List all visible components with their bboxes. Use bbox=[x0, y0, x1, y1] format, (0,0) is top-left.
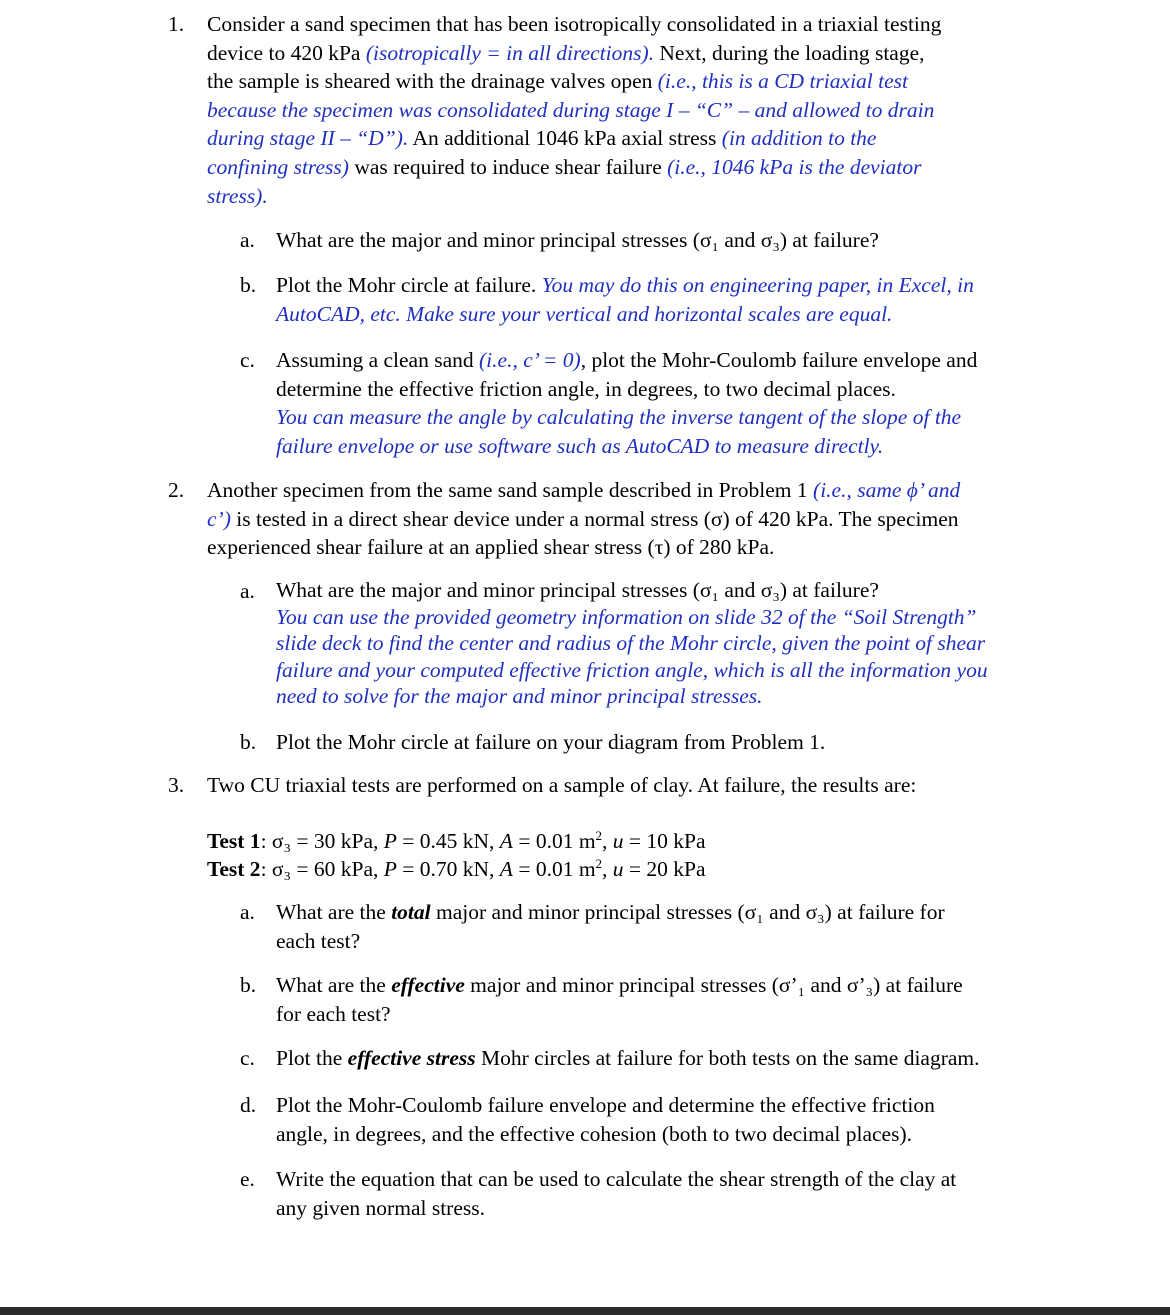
text-run: Another specimen from the same sand sample described in Problem 1 bbox=[207, 478, 814, 502]
problem-3-line: Two CU triaxial tests are performed on a sample of clay. At failure, the results are: bbox=[207, 773, 917, 797]
problem-2-line bbox=[207, 476, 1037, 505]
problem-3c-text bbox=[276, 1044, 1046, 1073]
text-run: A bbox=[499, 829, 513, 853]
problem-1c-line: determine the effective friction angle, in degrees, to two decimal places. bbox=[276, 376, 896, 401]
text-run: u bbox=[612, 856, 624, 881]
problem-2a-line: need to solve for the major and minor principal stresses. bbox=[276, 684, 763, 708]
problem-3-text bbox=[207, 771, 1037, 800]
text-run: Plot the bbox=[276, 1046, 348, 1070]
problem-1-line bbox=[207, 39, 1037, 68]
text-run: = 20 kPa bbox=[623, 856, 706, 881]
test-1-line bbox=[207, 828, 1037, 856]
problem-3a-line: each test? bbox=[276, 928, 361, 953]
text-run: Next, during the loading stage, bbox=[654, 40, 925, 65]
problem-1a-text bbox=[276, 226, 1046, 255]
note-run: (i.e., 1046 kPa is the deviator bbox=[667, 154, 922, 179]
text-run: device to 420 kPa bbox=[207, 40, 366, 65]
problem-1-line: because the specimen was consolidated during stage I – “C” – and allowed to drain bbox=[207, 97, 935, 122]
note-run: (i.e., c’ = 0) bbox=[479, 348, 581, 372]
problem-1-line: Consider a sand specimen that has been isotropically consolidated in a triaxial testing bbox=[207, 12, 942, 36]
problem-1-line: stress). bbox=[207, 183, 268, 208]
problem-1c-line bbox=[276, 346, 1046, 375]
text-run: What are the bbox=[276, 900, 392, 924]
note-run: c’) bbox=[207, 506, 231, 531]
problem-1c-line: You can measure the angle by calculating the inverse tangent of the slope of the bbox=[276, 405, 962, 430]
problem-3d-line: Plot the Mohr-Coulomb failure envelope and determine the effective friction bbox=[276, 1093, 935, 1117]
problem-3d-line: angle, in degrees, and the effective cohesion (both to two decimal places). bbox=[276, 1121, 913, 1146]
text-run: P bbox=[383, 829, 397, 853]
problem-1b-line bbox=[276, 271, 1046, 300]
text-run: major and minor principal stresses (σ₁ and σ₃) at failure for bbox=[430, 900, 945, 924]
text-run: u bbox=[612, 829, 624, 853]
note-run: You may do this on engineering paper, in Excel, in bbox=[541, 273, 974, 297]
problem-3e-letter: e. bbox=[240, 1167, 255, 1191]
problem-1b-text bbox=[276, 271, 1046, 328]
text-run: : σ₃ = 60 kPa, bbox=[260, 856, 384, 881]
problem-3e-line: Write the equation that can be used to calculate the shear strength of the clay at bbox=[276, 1167, 957, 1191]
problem-1a-letter: a. bbox=[240, 228, 255, 252]
problem-2a-text bbox=[276, 577, 1046, 710]
note-run: during stage II – “D”). bbox=[207, 126, 409, 151]
problem-1a-line: What are the major and minor principal stresses (σ₁ and σ₃) at failure? bbox=[276, 228, 879, 252]
emphasis-run: effective bbox=[391, 973, 465, 997]
problem-3b-letter: b. bbox=[240, 973, 257, 997]
problem-2a-line: slide deck to find the center and radius of the Mohr circle, given the point of shear bbox=[276, 631, 986, 655]
problem-2-line bbox=[207, 505, 1037, 534]
text-run: = 0.45 kN, bbox=[396, 829, 500, 853]
text-run: P bbox=[383, 856, 397, 881]
problem-1-line bbox=[207, 67, 1037, 96]
problem-1b-letter: b. bbox=[240, 273, 257, 297]
test-label: Test 1 bbox=[207, 829, 261, 853]
note-run: confining stress) bbox=[207, 154, 349, 179]
problem-1c-text bbox=[276, 346, 1046, 460]
problem-3b-line bbox=[276, 971, 1046, 1000]
problem-2-line: experienced shear failure at an applied shear stress (τ) of 280 kPa. bbox=[207, 535, 775, 560]
text-run: major and minor principal stresses (σ’₁ and σ’₃) at failure bbox=[464, 973, 963, 997]
superscript: 2 bbox=[595, 855, 603, 871]
text-run: , plot the Mohr-Coulomb failure envelope and bbox=[580, 348, 978, 372]
problem-1b-line: AutoCAD, etc. Make sure your vertical and horizontal scales are equal. bbox=[276, 301, 893, 326]
problem-3a-line bbox=[276, 898, 1046, 927]
text-run: = 0.01 m bbox=[512, 829, 596, 853]
problem-3c-letter: c. bbox=[240, 1046, 255, 1070]
problem-3-number: 3. bbox=[168, 773, 185, 797]
emphasis-run: effective stress bbox=[347, 1046, 476, 1070]
problem-2-number: 2. bbox=[168, 478, 185, 502]
text-run: was required to induce shear failure bbox=[348, 154, 668, 179]
bottom-bar bbox=[0, 1307, 1170, 1315]
note-run: (i.e., this is a CD triaxial test bbox=[657, 69, 908, 94]
problem-2b-text bbox=[276, 728, 1046, 757]
problem-1-line bbox=[207, 124, 1037, 153]
emphasis-run: total bbox=[391, 900, 431, 924]
problem-3c-line bbox=[276, 1044, 1046, 1073]
note-run: (in addition to the bbox=[721, 126, 877, 151]
text-run: , bbox=[602, 829, 613, 853]
note-run: (isotropically = in all directions). bbox=[365, 40, 655, 65]
text-run: , bbox=[602, 856, 613, 881]
text-run: the sample is sheared with the drainage valves open bbox=[207, 69, 658, 94]
test-label: Test 2 bbox=[207, 856, 261, 881]
text-run: Plot the Mohr circle at failure. bbox=[276, 273, 542, 297]
text-run: = 10 kPa bbox=[623, 829, 706, 853]
problem-2b-letter: b. bbox=[240, 730, 257, 754]
problem-1c-line: failure envelope or use software such as AutoCAD to measure directly. bbox=[276, 433, 884, 458]
text-run: is tested in a direct shear device under a normal stress (σ) of 420 kPa. The specimen bbox=[230, 506, 959, 531]
text-run: = 0.01 m bbox=[512, 856, 596, 881]
text-run: Assuming a clean sand bbox=[276, 348, 480, 372]
problem-3e-text bbox=[276, 1165, 1046, 1222]
problem-2b-line: Plot the Mohr circle at failure on your diagram from Problem 1. bbox=[276, 730, 826, 754]
problem-3b-line: for each test? bbox=[276, 1001, 391, 1026]
text-run: Mohr circles at failure for both tests on the same diagram. bbox=[475, 1046, 980, 1070]
problem-3d-text bbox=[276, 1091, 1046, 1148]
problem-2a-line: What are the major and minor principal stresses (σ₁ and σ₃) at failure? bbox=[276, 578, 879, 602]
problem-2a-letter: a. bbox=[240, 579, 255, 603]
problem-2a-line: You can use the provided geometry information on slide 32 of the “Soil Strength” bbox=[276, 604, 977, 629]
superscript: 2 bbox=[595, 827, 603, 843]
problem-1-text bbox=[207, 10, 1037, 210]
text-run: A bbox=[499, 856, 513, 881]
problem-1-line bbox=[207, 153, 1037, 182]
note-run: (i.e., same ϕ’ and bbox=[813, 478, 961, 502]
text-run: An additional 1046 kPa axial stress bbox=[408, 126, 722, 151]
problem-1c-letter: c. bbox=[240, 348, 255, 372]
text-run: What are the bbox=[276, 973, 392, 997]
test-results bbox=[207, 828, 1037, 883]
problem-3e-line: any given normal stress. bbox=[276, 1195, 485, 1220]
problem-2a-line: failure and your computed effective friction angle, which is all the information you bbox=[276, 657, 988, 682]
problem-3b-text bbox=[276, 971, 1046, 1028]
problem-3d-letter: d. bbox=[240, 1093, 257, 1117]
problem-3a-letter: a. bbox=[240, 900, 255, 924]
problem-2-text bbox=[207, 476, 1037, 562]
problem-3a-text bbox=[276, 898, 1046, 955]
text-run: = 0.70 kN, bbox=[396, 856, 500, 881]
text-run: : σ₃ = 30 kPa, bbox=[260, 829, 384, 853]
problem-1-number: 1. bbox=[168, 12, 185, 36]
test-2-line bbox=[207, 856, 1037, 884]
